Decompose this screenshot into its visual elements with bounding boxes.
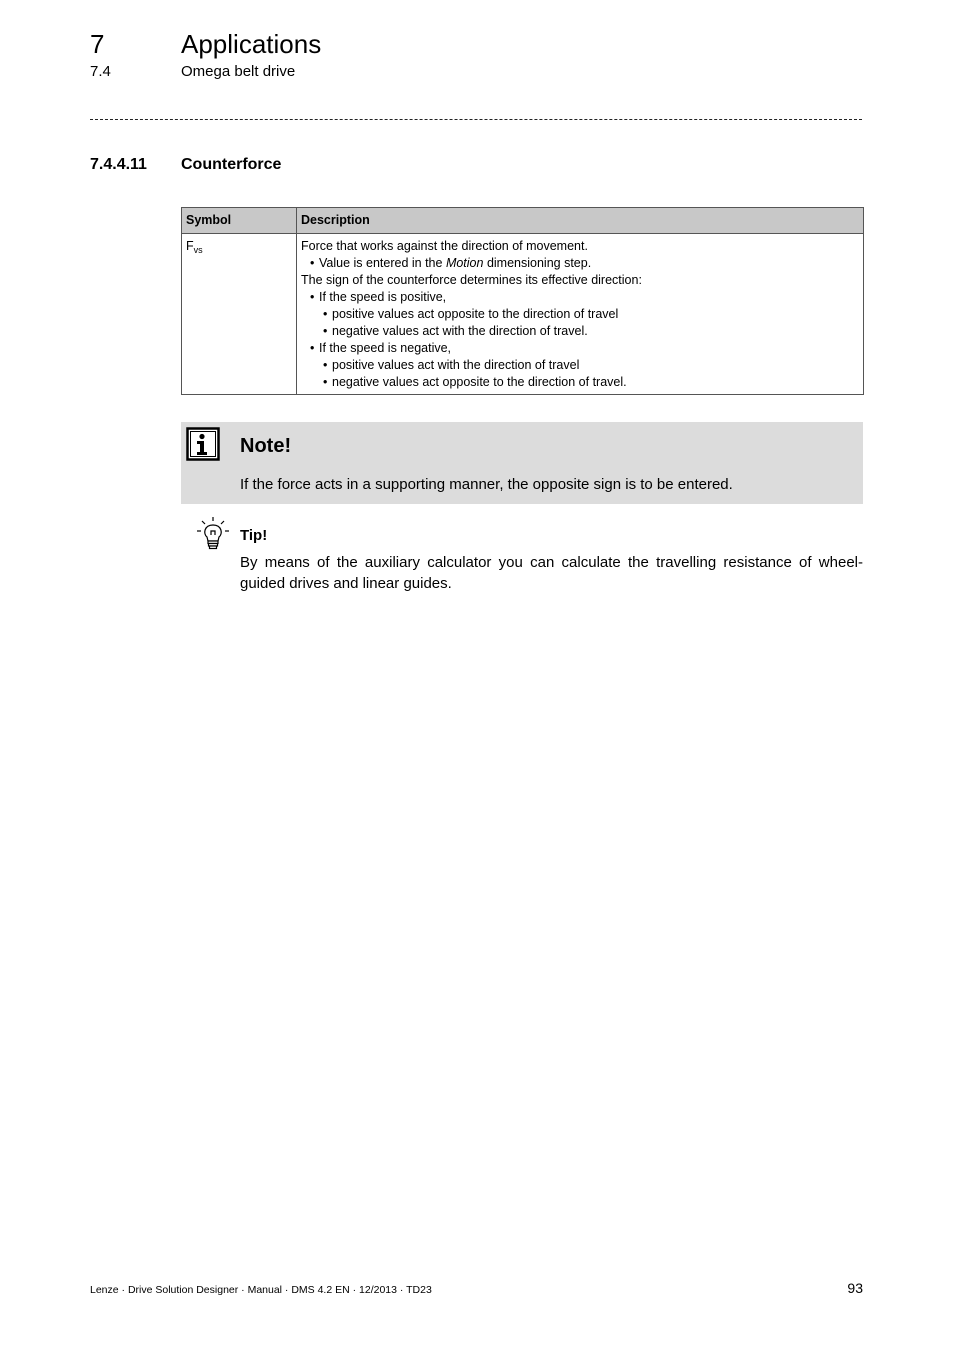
bullet-glyph: • xyxy=(323,307,328,321)
footer-document-info: Lenze · Drive Solution Designer · Manual · DMS 4.2 EN · 12/2013 · TD23 xyxy=(90,1284,432,1296)
description-bullet xyxy=(301,255,859,272)
note-text: If the force acts in a supporting manner, the opposite sign is to be entered. xyxy=(240,476,733,493)
bullet-text: If the speed is negative, xyxy=(319,341,452,355)
bullet-text: Value is entered in the xyxy=(319,256,446,270)
description-bullet xyxy=(301,340,859,357)
bullet-text: positive values act with the direction of travel xyxy=(332,358,580,372)
info-icon xyxy=(186,427,220,461)
subsection-title: Counterforce xyxy=(181,156,282,173)
column-header-symbol: Symbol xyxy=(182,208,297,234)
column-header-description: Description xyxy=(297,208,864,234)
bullet-glyph: • xyxy=(310,256,315,270)
bullet-glyph: • xyxy=(310,341,315,355)
table-header-row xyxy=(182,208,864,234)
note-title: Note! xyxy=(240,435,292,457)
symbol-cell xyxy=(182,234,297,395)
symbol-table xyxy=(181,207,864,395)
header-divider xyxy=(90,119,862,120)
bullet-glyph: • xyxy=(323,324,328,338)
bullet-glyph: • xyxy=(323,358,328,372)
bullet-glyph: • xyxy=(310,290,315,304)
bullet-text: negative values act opposite to the direction of travel. xyxy=(332,375,627,389)
description-bullet xyxy=(301,289,859,306)
bullet-glyph: • xyxy=(323,375,328,389)
table-row xyxy=(182,234,864,395)
symbol-main: F xyxy=(186,239,194,253)
tip-text: By means of the auxiliary calculator you can calculate the travelling resistance of wheel-guided drives and linear guides. xyxy=(240,554,863,592)
symbol-subscript: vs xyxy=(193,245,203,255)
bullet-emphasis: Motion xyxy=(445,256,484,270)
section-number: 7.4 xyxy=(90,63,111,80)
description-line: Force that works against the direction of movement. xyxy=(301,239,588,253)
description-cell xyxy=(297,234,864,395)
note-box xyxy=(181,422,863,504)
bullet-text: negative values act with the direction of travel. xyxy=(332,324,588,338)
description-subbullet xyxy=(301,323,859,340)
description-subbullet xyxy=(301,374,859,391)
chapter-title: Applications xyxy=(181,29,322,59)
lightbulb-icon xyxy=(196,516,230,552)
description-subbullet xyxy=(301,306,859,323)
section-title: Omega belt drive xyxy=(181,63,296,80)
bullet-text: If the speed is positive, xyxy=(319,290,447,304)
description-line: The sign of the counterforce determines its effective direction: xyxy=(301,273,642,287)
tip-title: Tip! xyxy=(240,527,268,544)
bullet-text-end: dimensioning step. xyxy=(483,256,592,270)
subsection-number: 7.4.4.11 xyxy=(90,156,147,173)
bullet-text: positive values act opposite to the direction of travel xyxy=(332,307,619,321)
description-subbullet xyxy=(301,357,859,374)
page-number: 93 xyxy=(847,1280,863,1296)
chapter-number: 7 xyxy=(90,29,105,59)
